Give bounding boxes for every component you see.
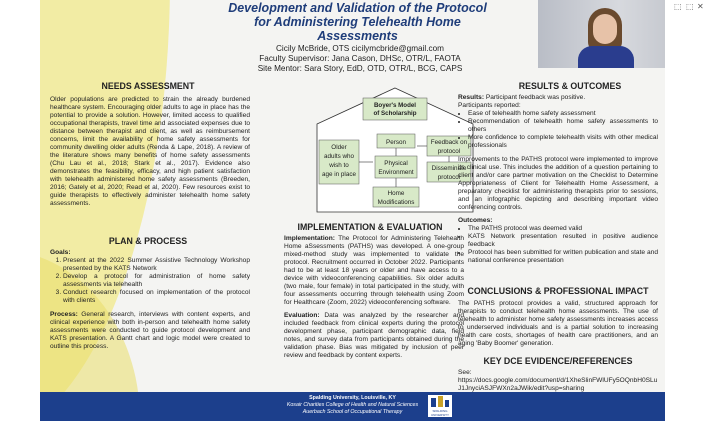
evaluation-paragraph bbox=[284, 312, 464, 360]
older-adults-line: Older bbox=[331, 144, 347, 151]
reported-item: • Recommendation of telehealth home safety assessments to others bbox=[468, 118, 658, 134]
process-label: Process: bbox=[50, 311, 78, 318]
needs-text: Older populations are predicted to strain the already burdened healthcare system. Encouraging older adults to age in place has the potential to provide a solution. However, limited access to qualified occupational therapists, travel time and associated expenses due to distance between therapist and client, as well as reimbursement concerns, limit the availability of home safety assessments for community dwelling older adults (Renda & Lape, 2018). A review of the literature shows many benefits of home safety assessments (Chu Lau et al., 2018; Stark et al., 2017). Evidence also demonstrates the feasibility, efficacy, and high patient satisfaction with telehealth administered home safety assessments (Breeden, 2016; Gately et al, 2020; Read et al, 2020). Few resources exist to guide therapists to effectively administer telehealth home safety assessments. bbox=[50, 96, 250, 207]
evaluation-text: Data was analyzed by the researcher and included feedback from clinical experts during the protocol development phase, participant demographic data, field notes, and survey data from participants obtained during the validation phase. Bias was mitigated by inclusion of peer review and feedback by content experts. bbox=[284, 312, 464, 359]
goals-label: Goals: bbox=[50, 249, 71, 256]
footer bbox=[40, 392, 665, 421]
reported-label: Participants reported: bbox=[458, 102, 521, 109]
footer-text bbox=[40, 395, 665, 415]
modifications-line: Home bbox=[387, 190, 405, 197]
supervisor-line: Faculty Supervisor: Jana Cason, DHSc, OTR/L, FAOTA bbox=[259, 54, 461, 63]
logo-mark-icon bbox=[428, 395, 452, 409]
outcome-item: • The PATHS protocol was deemed valid bbox=[468, 225, 658, 233]
boyer-model-diagram bbox=[315, 84, 475, 214]
results-label: Results: bbox=[458, 94, 485, 101]
plan-heading: PLAN & PROCESS bbox=[108, 236, 188, 246]
footer-school: Auerbach School of Occupational Therapy bbox=[302, 408, 403, 415]
reported-item: • More confidence to complete telehealth visits with other medical professionals bbox=[468, 134, 658, 150]
implementation-paragraph bbox=[284, 235, 464, 307]
impl-heading: IMPLEMENTATION & EVALUATION bbox=[297, 222, 443, 232]
fullscreen-icon[interactable]: ⬚ bbox=[686, 2, 694, 11]
dce-link[interactable]: https://docs.google.com/document/d/1XheSlinFWlUFy5OQnbH0SLuJ1JnyciASJFWXn2aJWik/edit?usp=sharing bbox=[458, 377, 658, 392]
results-block bbox=[458, 94, 658, 265]
presenter-face bbox=[593, 14, 617, 44]
footer-university: Spalding University, Louisville, KY bbox=[309, 395, 396, 401]
person-label: Person bbox=[386, 139, 406, 146]
results-paragraph bbox=[458, 94, 658, 102]
outcomes-label: Outcomes: bbox=[458, 217, 493, 224]
poster bbox=[40, 0, 665, 421]
conclusions-heading: CONCLUSIONS & PROFESSIONAL IMPACT bbox=[467, 286, 649, 296]
environment-line: Environment bbox=[378, 169, 414, 176]
university-logo bbox=[428, 395, 452, 417]
dce-block bbox=[458, 369, 658, 393]
environment-line: Physical bbox=[384, 160, 408, 167]
disseminate-line: protocol bbox=[437, 174, 461, 181]
improvements-text: Improvements to the PATHS protocol were implemented to improve its clinical use. This includes the addition of a question pertaining to client and/or care partner motivation on the Checklist to Determine Appropriateness of Client for Telehealth Home Assessment, a preparatory checklist for administering therapists prior to sessions, and an infographic depicting and describing important video conferencing controls. bbox=[458, 156, 658, 211]
author-line: Cicily McBride, OTS cicilymcbride@gmail.com bbox=[276, 44, 444, 53]
footer-college: Kosair Charities College of Health and Natural Sciences bbox=[286, 401, 419, 408]
implementation-text: The Protocol for Administering Telehealth Home aSsessments (PATHS) was developed. A one-group mixed-method study was implemented to validate the protocol. Recruitment occurred in October 2022. Participants had to be at least 18 years or older and have access to a device with videoconferencing capabilities. Six older adults (two male, four female) in total participated in the study, with four assessments occurring through telehealth using Zoom for Healthcare (Zoom, 2022) videoconferencing software. bbox=[284, 235, 464, 306]
feedback-line: protocol bbox=[437, 148, 461, 155]
older-adults-line: adults who bbox=[323, 153, 355, 160]
results-heading: RESULTS & OUTCOMES bbox=[518, 81, 622, 91]
disseminate-line: Disseminate bbox=[431, 165, 467, 172]
goals-list bbox=[50, 257, 250, 305]
results-text: Participant feedback was positive. bbox=[484, 94, 586, 101]
dce-see: See: bbox=[458, 369, 472, 376]
presenter-video bbox=[538, 0, 665, 68]
presenter-shirt bbox=[578, 46, 634, 68]
outcome-item: • KATS Network presentation resulted in positive audience feedback bbox=[468, 233, 658, 249]
feedback-line: Feedback on bbox=[430, 139, 468, 146]
logo-text: SPALDING UNIVERSITY bbox=[430, 409, 449, 417]
mentor-line: Site Mentor: Sara Story, EdD, OTD, OTR/L, BCG, CAPS bbox=[257, 64, 463, 73]
poster-title: Development and Validation of the Protocol for Administering Telehealth Home Assessments bbox=[228, 1, 487, 43]
modifications-line: Modifications bbox=[377, 199, 415, 206]
goal-item: 3. Conduct research focused on implementation of the protocol with clients bbox=[63, 289, 250, 305]
close-icon[interactable]: ✕ bbox=[697, 2, 704, 11]
restore-icon[interactable]: ⬚ bbox=[674, 2, 682, 11]
goal-item: 1. Present at the 2022 Summer Assistive Technology Workshop presented by the KATS Network bbox=[63, 257, 250, 273]
outcome-item: • Protocol has been submitted for written publication and state and national conference presentation bbox=[468, 249, 658, 265]
boyer-title-line2: of Scholarship bbox=[373, 110, 417, 117]
older-adults-line: wish to bbox=[329, 162, 349, 169]
reported-list bbox=[458, 110, 658, 150]
conclusions-text: The PATHS protocol provides a valid, structured approach for therapists to conduct telehealth home assessments. The use of telehealth to administer home safety assessments increases access to underserved individuals and is a partial solution to increasing health care costs, shortages of health care practitioners, and an aging 'Baby Boomer' generation. bbox=[458, 300, 658, 347]
reported-item: • Ease of telehealth home safety assessment bbox=[468, 110, 658, 118]
dce-heading: KEY DCE EVIDENCE/REFERENCES bbox=[483, 356, 633, 366]
needs-heading: NEEDS ASSESSMENT bbox=[101, 81, 195, 91]
author-block bbox=[230, 44, 490, 74]
plan-block bbox=[50, 249, 250, 351]
implementation-label: Implementation: bbox=[284, 235, 335, 242]
goal-item: 2. Develop a protocol for administration of home safety assessments via telehealth bbox=[63, 273, 250, 289]
older-adults-line: age in place bbox=[322, 171, 356, 178]
outcomes-list bbox=[458, 225, 658, 265]
process-text: General research, interviews with content experts, and clinical experience with both in-person and telehealth home safety assessments were conducted to guide protocol development and KATS presentation. A Gantt chart and logic model were created to outline this process. bbox=[50, 311, 250, 350]
boyer-title-line1: Boyer's Model bbox=[373, 102, 417, 109]
process-paragraph bbox=[50, 311, 250, 351]
impl-block bbox=[284, 235, 464, 360]
evaluation-label: Evaluation: bbox=[284, 312, 320, 319]
